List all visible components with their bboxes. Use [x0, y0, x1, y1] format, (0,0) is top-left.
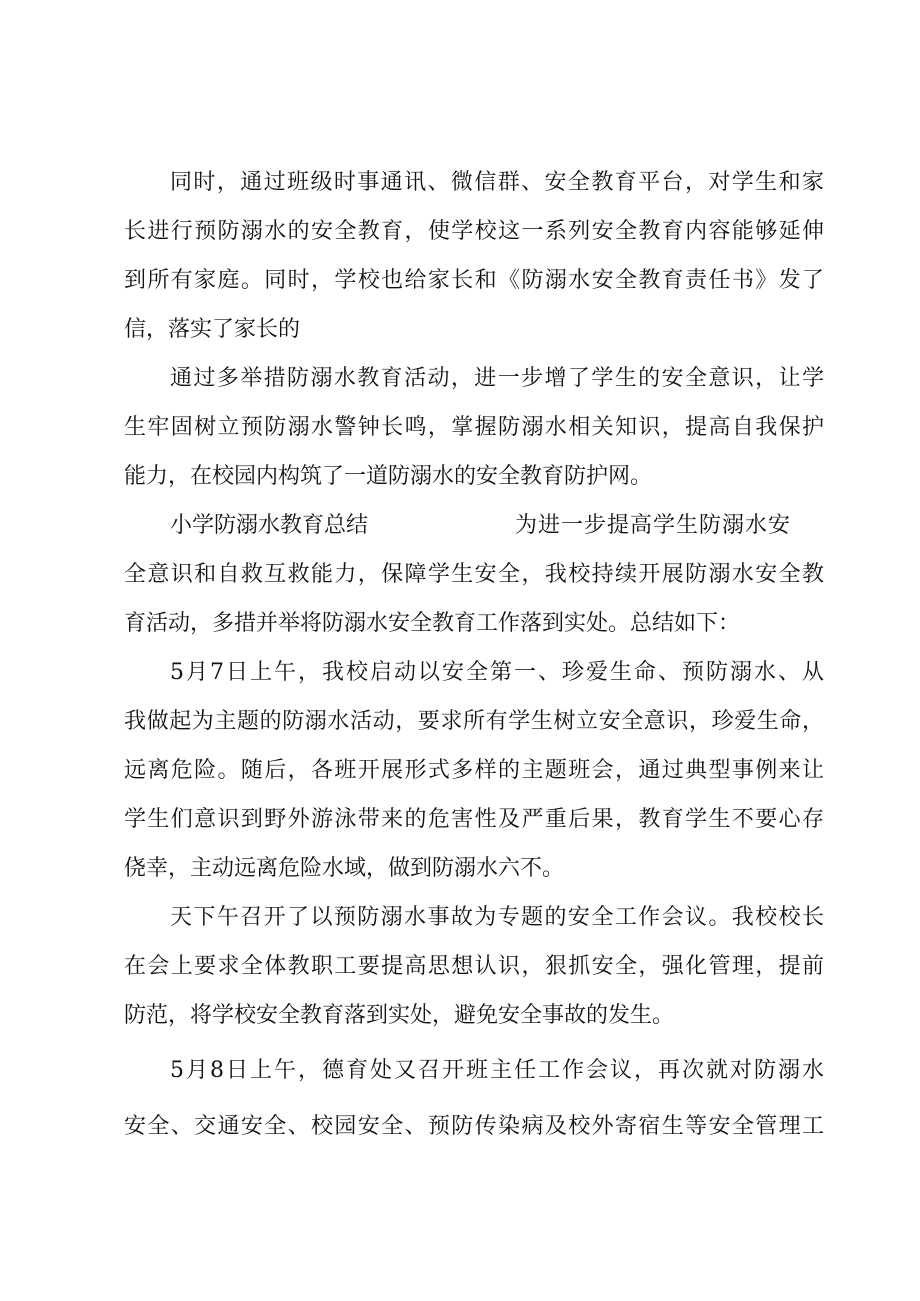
- paragraph-2-line-2: 生牢固树立预防溺水警钟长鸣，掌握防溺水相关知识，提高自我保护: [124, 415, 824, 440]
- paragraph-2-line-1: 通过多举措防溺水教育活动，进一步增了学生的安全意识，让学: [170, 366, 824, 391]
- paragraph-6-line-1: 5月8日上午，德育处又召开班主任工作会议，再次就对防溺水: [170, 1058, 824, 1083]
- paragraph-6-line-2: 安全、交通安全、校园安全、预防传染病及校外寄宿生等安全管理工: [124, 1114, 824, 1139]
- paragraph-4-line-5: 侥幸，主动远离危险水域，做到防溺水六不。: [124, 856, 565, 881]
- paragraph-3-line-2: 全意识和自救互救能力，保障学生安全，我校持续开展防溺水安全教: [124, 562, 824, 587]
- paragraph-3-line-3: 育活动，多措并举将防溺水安全教育工作落到实处。总结如下：: [124, 611, 741, 636]
- paragraph-5-line-3: 防范，将学校安全教育落到实处，避免安全事故的发生。: [124, 1003, 675, 1028]
- paragraph-1-line-1: 同时，通过班级时事通讯、微信群、安全教育平台，对学生和家: [170, 170, 824, 195]
- paragraph-3-line-1: 为进一步提高学生防溺水安: [515, 513, 790, 538]
- paragraph-5-line-2: 在会上要求全体教职工要提高思想认识，狠抓安全，强化管理，提前: [124, 954, 824, 979]
- paragraph-1-line-2: 长进行预防溺水的安全教育，使学校这一系列安全教育内容能够延伸: [124, 219, 824, 244]
- summary-heading: 小学防溺水教育总结: [170, 513, 369, 538]
- paragraph-4-line-1: 5月7日上午，我校启动以安全第一、珍爱生命、预防溺水、从: [170, 660, 824, 685]
- paragraph-4-line-2: 我做起为主题的防溺水活动，要求所有学生树立安全意识，珍爱生命，: [124, 709, 824, 734]
- paragraph-2-line-3: 能力，在校园内构筑了一道防溺水的安全教育防护网。: [124, 464, 653, 489]
- paragraph-4-line-3: 远离危险。随后，各班开展形式多样的主题班会，通过典型事例来让: [124, 758, 824, 783]
- paragraph-4-line-4: 学生们意识到野外游泳带来的危害性及严重后果，教育学生不要心存: [124, 807, 824, 832]
- paragraph-1-line-3: 到所有家庭。同时，学校也给家长和《防溺水安全教育责任书》发了: [124, 268, 824, 293]
- paragraph-1-line-4: 信，落实了家长的: [124, 317, 301, 342]
- paragraph-5-line-1: 天下午召开了以预防溺水事故为专题的安全工作会议。我校校长: [170, 905, 824, 930]
